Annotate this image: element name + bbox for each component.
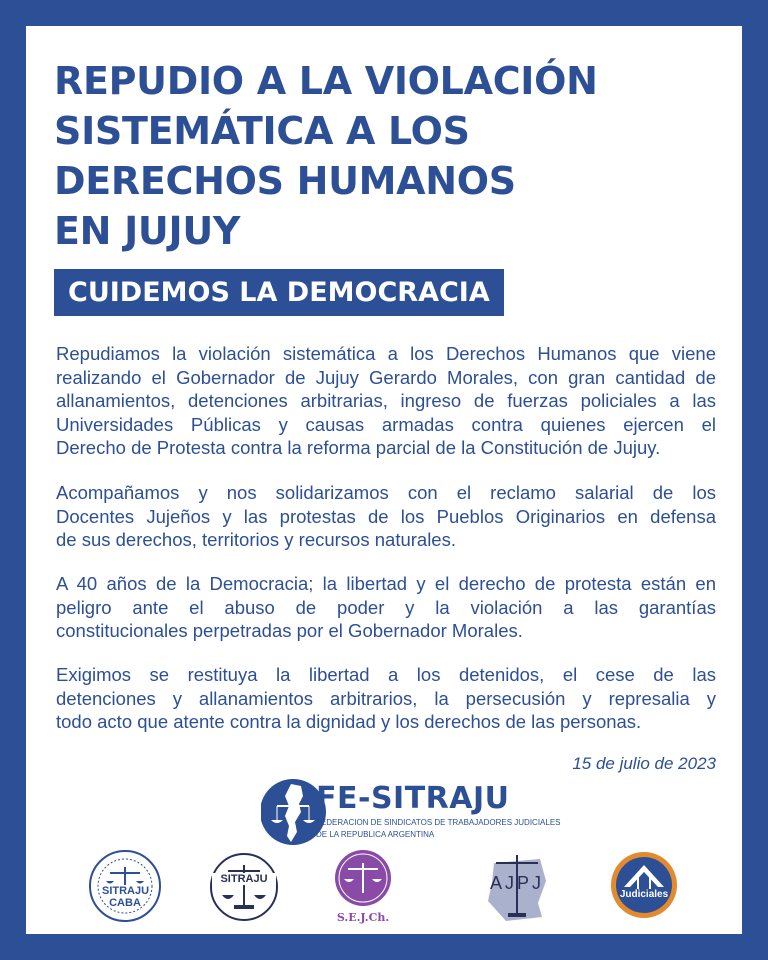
- paragraph-line: todo acto que atente contra la dignidad y los derechos de las personas.: [56, 711, 642, 732]
- headline-line: DERECHOS HUMANOS: [54, 159, 516, 203]
- paragraph-exigimos: [56, 663, 716, 734]
- flyer: [26, 26, 742, 934]
- paragraph-line: peligro ante el abuso de poder y la violación a las garantías: [56, 596, 716, 618]
- badge-label: SITRAJU: [212, 873, 276, 885]
- paragraph-line: constitucionales perpetradas por el Gobernador Morales.: [56, 620, 523, 641]
- scales-seal-icon: [334, 849, 392, 907]
- headline-line: EN JUJUY: [54, 209, 241, 253]
- badge-label: S.E.J.Ch.: [336, 911, 390, 924]
- paragraph-solidaridad: [56, 481, 716, 552]
- scales-seal-icon: [208, 851, 280, 923]
- paragraph-line: allanamientos, detenciones arbitrarias, ingreso de fuerzas policiales a las: [56, 390, 716, 411]
- paragraph-line: Acompañamos y nos solidarizamos con el reclamo salarial de los: [56, 482, 716, 503]
- date: 15 de julio de 2023: [572, 754, 716, 773]
- paragraph-line: Exigimos se restituya la libertad a los detenidos, el cese de las: [56, 664, 716, 685]
- headline: [54, 56, 714, 256]
- paragraph-line: de sus derechos, territorios y recursos naturales.: [56, 529, 456, 550]
- member-logos: [26, 841, 742, 931]
- logo-subtitle: DE LA REPUBLICA ARGENTINA: [316, 830, 435, 839]
- logo-name: FE-SITRAJU: [316, 781, 510, 816]
- logo-subtitle: FEDERACION DE SINDICATOS DE TRABAJADORES JUDICIALES: [316, 818, 561, 827]
- paragraph-line: Docentes Jujeños y las protestas de los Pueblos Originarios en defensa: [56, 505, 716, 527]
- badge-sub: CABA: [109, 897, 141, 909]
- paragraph-line: Derecho de Protesta contra la reforma parcial de la Constitución de Jujuy.: [56, 437, 661, 458]
- badge-label: SITRAJU: [102, 885, 150, 897]
- paragraph-democracia: [56, 572, 716, 643]
- badge-label: AJPJ: [489, 873, 544, 893]
- subtitle-banner: CUIDEMOS LA DEMOCRACIA: [54, 269, 504, 316]
- badge-label: Judiciales: [619, 889, 669, 900]
- paragraph-line: Repudiamos la violación sistemática a los Derechos Humanos que viene: [56, 343, 716, 364]
- headline-line: SISTEMÁTICA A LOS: [54, 109, 470, 153]
- fe-sitraju-logo: [316, 782, 561, 840]
- paragraph-line: realizando el Gobernador de Jujuy Gerardo Morales, con gran cantidad de: [56, 366, 716, 388]
- paragraph-repudio: [56, 342, 716, 460]
- judiciales-roof-icon: [610, 851, 678, 919]
- sitraju-caba-logo: [102, 885, 148, 909]
- paragraph-line: A 40 años de la Democracia; la libertad y el derecho de protesta están en: [56, 573, 716, 594]
- paragraph-line: detenciones y allanamientos arbitrarios, la persecusión y represalia y: [56, 687, 716, 709]
- paragraph-line: Universidades Públicas y causas armadas contra quienes ejercen el: [56, 413, 716, 435]
- headline-line: REPUDIO A LA VIOLACIÓN: [54, 59, 598, 103]
